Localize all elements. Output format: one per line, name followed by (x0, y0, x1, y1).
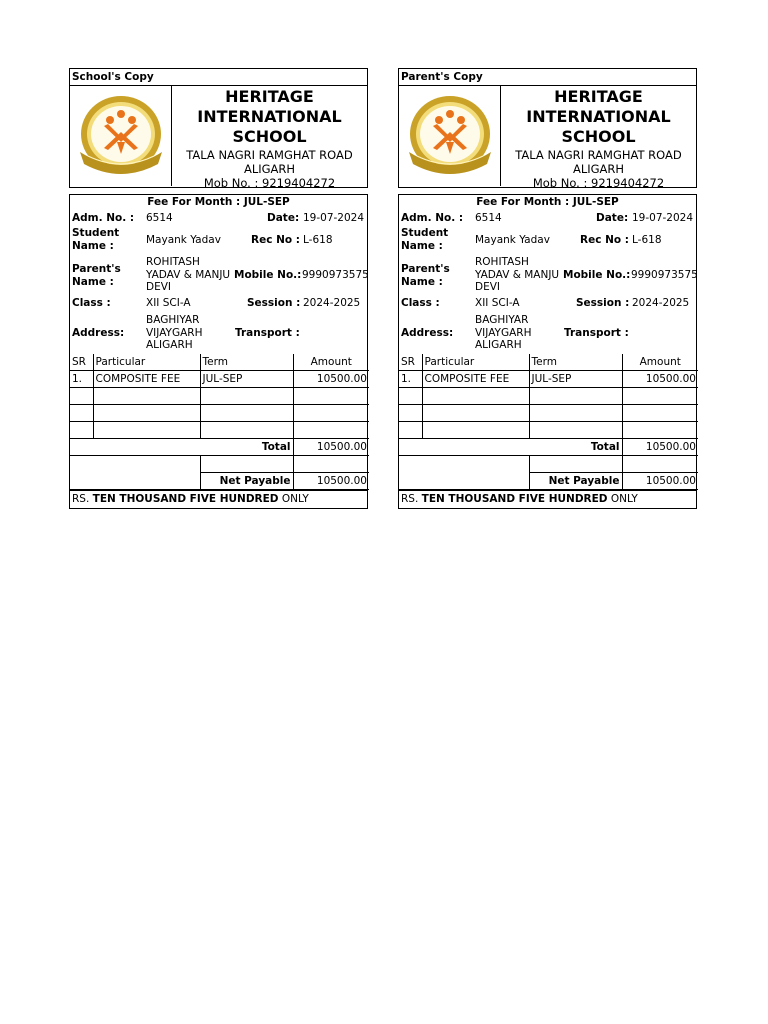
table-row-empty (70, 422, 369, 439)
parent-row (399, 254, 696, 296)
net-payable-label: Net Payable (200, 473, 293, 490)
school-name-line: INTERNATIONAL (197, 107, 342, 126)
receipt-header (69, 86, 368, 188)
copy-label: Parent's Copy (398, 68, 697, 86)
school-name-line: HERITAGE (554, 87, 643, 106)
school-name-line: SCHOOL (561, 127, 636, 146)
session-value: 2024-2025 (632, 297, 690, 309)
column-header: Term (529, 354, 622, 371)
total-row (399, 439, 698, 456)
receipt-header (398, 86, 697, 188)
class-value: XII SCI-A (475, 297, 520, 309)
column-header: Amount (293, 354, 369, 371)
net-payable-row (399, 473, 698, 490)
date-value: 19-07-2024 (632, 212, 694, 224)
fee-month: Fee For Month : JUL-SEP (476, 196, 619, 208)
school-info (172, 86, 367, 190)
table-row (399, 371, 698, 388)
column-header: SR (70, 354, 93, 371)
school-emblem-icon (74, 92, 168, 180)
adm-row (399, 210, 696, 226)
adm-no-value: 6514 (475, 212, 502, 224)
table-header-row (399, 354, 698, 371)
item-sr: 1. (70, 371, 93, 388)
school-city: ALIGARH (243, 162, 296, 176)
class-row (70, 296, 367, 312)
schools-copy-receipt (69, 68, 368, 509)
address-value: BAGHIYAR VIJAYGARH ALIGARH (475, 314, 532, 351)
school-address: TALA NAGRI RAMGHAT ROAD (515, 148, 682, 162)
total-row (70, 439, 369, 456)
adm-row (70, 210, 367, 226)
item-particular: COMPOSITE FEE (422, 371, 529, 388)
item-amount: 10500.00 (293, 371, 369, 388)
adm-no-value: 6514 (146, 212, 173, 224)
class-label: Class : (401, 297, 440, 309)
class-label: Class : (72, 297, 111, 309)
receipt-details (69, 194, 368, 509)
address-value: BAGHIYAR VIJAYGARH ALIGARH (146, 314, 203, 351)
school-name-line: SCHOOL (232, 127, 307, 146)
logo-box (70, 86, 172, 186)
total-value: 10500.00 (293, 439, 369, 456)
spacer-row (70, 456, 369, 473)
transport-label: Transport : (564, 327, 629, 339)
item-particular: COMPOSITE FEE (93, 371, 200, 388)
fee-month: Fee For Month : JUL-SEP (147, 196, 290, 208)
item-sr: 1. (399, 371, 422, 388)
student-name-value: Mayank Yadav (146, 234, 221, 246)
transport-label: Transport : (235, 327, 300, 339)
table-row-empty (70, 405, 369, 422)
total-label: Total (399, 439, 622, 456)
item-amount: 10500.00 (622, 371, 698, 388)
session-label: Session : (576, 297, 630, 309)
adm-no-label: Adm. No. : (72, 212, 135, 224)
parent-name-value: ROHITASH YADAV & MANJU DEVI (146, 256, 231, 293)
session-label: Session : (247, 297, 301, 309)
student-name-label: Student Name : (401, 227, 449, 252)
column-header: Term (200, 354, 293, 371)
table-header-row (70, 354, 369, 371)
address-row (399, 312, 696, 354)
class-row (399, 296, 696, 312)
rec-no-value: L-618 (632, 234, 662, 246)
mobile-no-value: 9990973575 (302, 269, 369, 281)
parent-name-value: ROHITASH YADAV & MANJU DEVI (475, 256, 560, 293)
date-label: Date: (267, 212, 300, 224)
total-value: 10500.00 (622, 439, 698, 456)
rec-no-value: L-618 (303, 234, 333, 246)
net-payable-label: Net Payable (529, 473, 622, 490)
parents-copy-receipt (398, 68, 697, 509)
date-value: 19-07-2024 (303, 212, 365, 224)
column-header: Amount (622, 354, 698, 371)
school-address: TALA NAGRI RAMGHAT ROAD (186, 148, 353, 162)
amount-in-words: RS. TEN THOUSAND FIVE HUNDRED ONLY (70, 490, 367, 508)
column-header: SR (399, 354, 422, 371)
fee-items-table (399, 354, 698, 490)
parent-row (70, 254, 367, 296)
school-name-line: INTERNATIONAL (526, 107, 671, 126)
school-mobile: Mob No. : 9219404272 (532, 176, 665, 190)
session-value: 2024-2025 (303, 297, 361, 309)
item-term: JUL-SEP (529, 371, 622, 388)
school-mobile: Mob No. : 9219404272 (203, 176, 336, 190)
column-header: Particular (93, 354, 200, 371)
receipt-details (398, 194, 697, 509)
address-label: Address: (401, 327, 454, 339)
parent-name-label: Parent's Name : (72, 263, 121, 288)
mobile-no-label: Mobile No.: (563, 269, 631, 281)
school-emblem-icon (403, 92, 497, 180)
address-row (70, 312, 367, 354)
table-row-empty (399, 405, 698, 422)
student-name-value: Mayank Yadav (475, 234, 550, 246)
student-name-label: Student Name : (72, 227, 120, 252)
table-row-empty (399, 388, 698, 405)
rec-no-label: Rec No : (251, 234, 300, 246)
address-label: Address: (72, 327, 125, 339)
table-row-empty (399, 422, 698, 439)
parent-name-label: Parent's Name : (401, 263, 450, 288)
rec-no-label: Rec No : (580, 234, 629, 246)
fee-items-table (70, 354, 369, 490)
date-label: Date: (596, 212, 629, 224)
spacer-row (399, 456, 698, 473)
copy-label: School's Copy (69, 68, 368, 86)
table-row-empty (70, 388, 369, 405)
mobile-no-value: 9990973575 (631, 269, 698, 281)
net-payable-value: 10500.00 (293, 473, 369, 490)
total-label: Total (70, 439, 293, 456)
net-payable-value: 10500.00 (622, 473, 698, 490)
net-payable-row (70, 473, 369, 490)
item-term: JUL-SEP (200, 371, 293, 388)
column-header: Particular (422, 354, 529, 371)
table-row (70, 371, 369, 388)
school-city: ALIGARH (572, 162, 625, 176)
school-info (501, 86, 696, 190)
amount-in-words: RS. TEN THOUSAND FIVE HUNDRED ONLY (399, 490, 696, 508)
student-row (70, 226, 367, 254)
mobile-no-label: Mobile No.: (234, 269, 302, 281)
school-name-line: HERITAGE (225, 87, 314, 106)
adm-no-label: Adm. No. : (401, 212, 464, 224)
student-row (399, 226, 696, 254)
class-value: XII SCI-A (146, 297, 191, 309)
logo-box (399, 86, 501, 186)
